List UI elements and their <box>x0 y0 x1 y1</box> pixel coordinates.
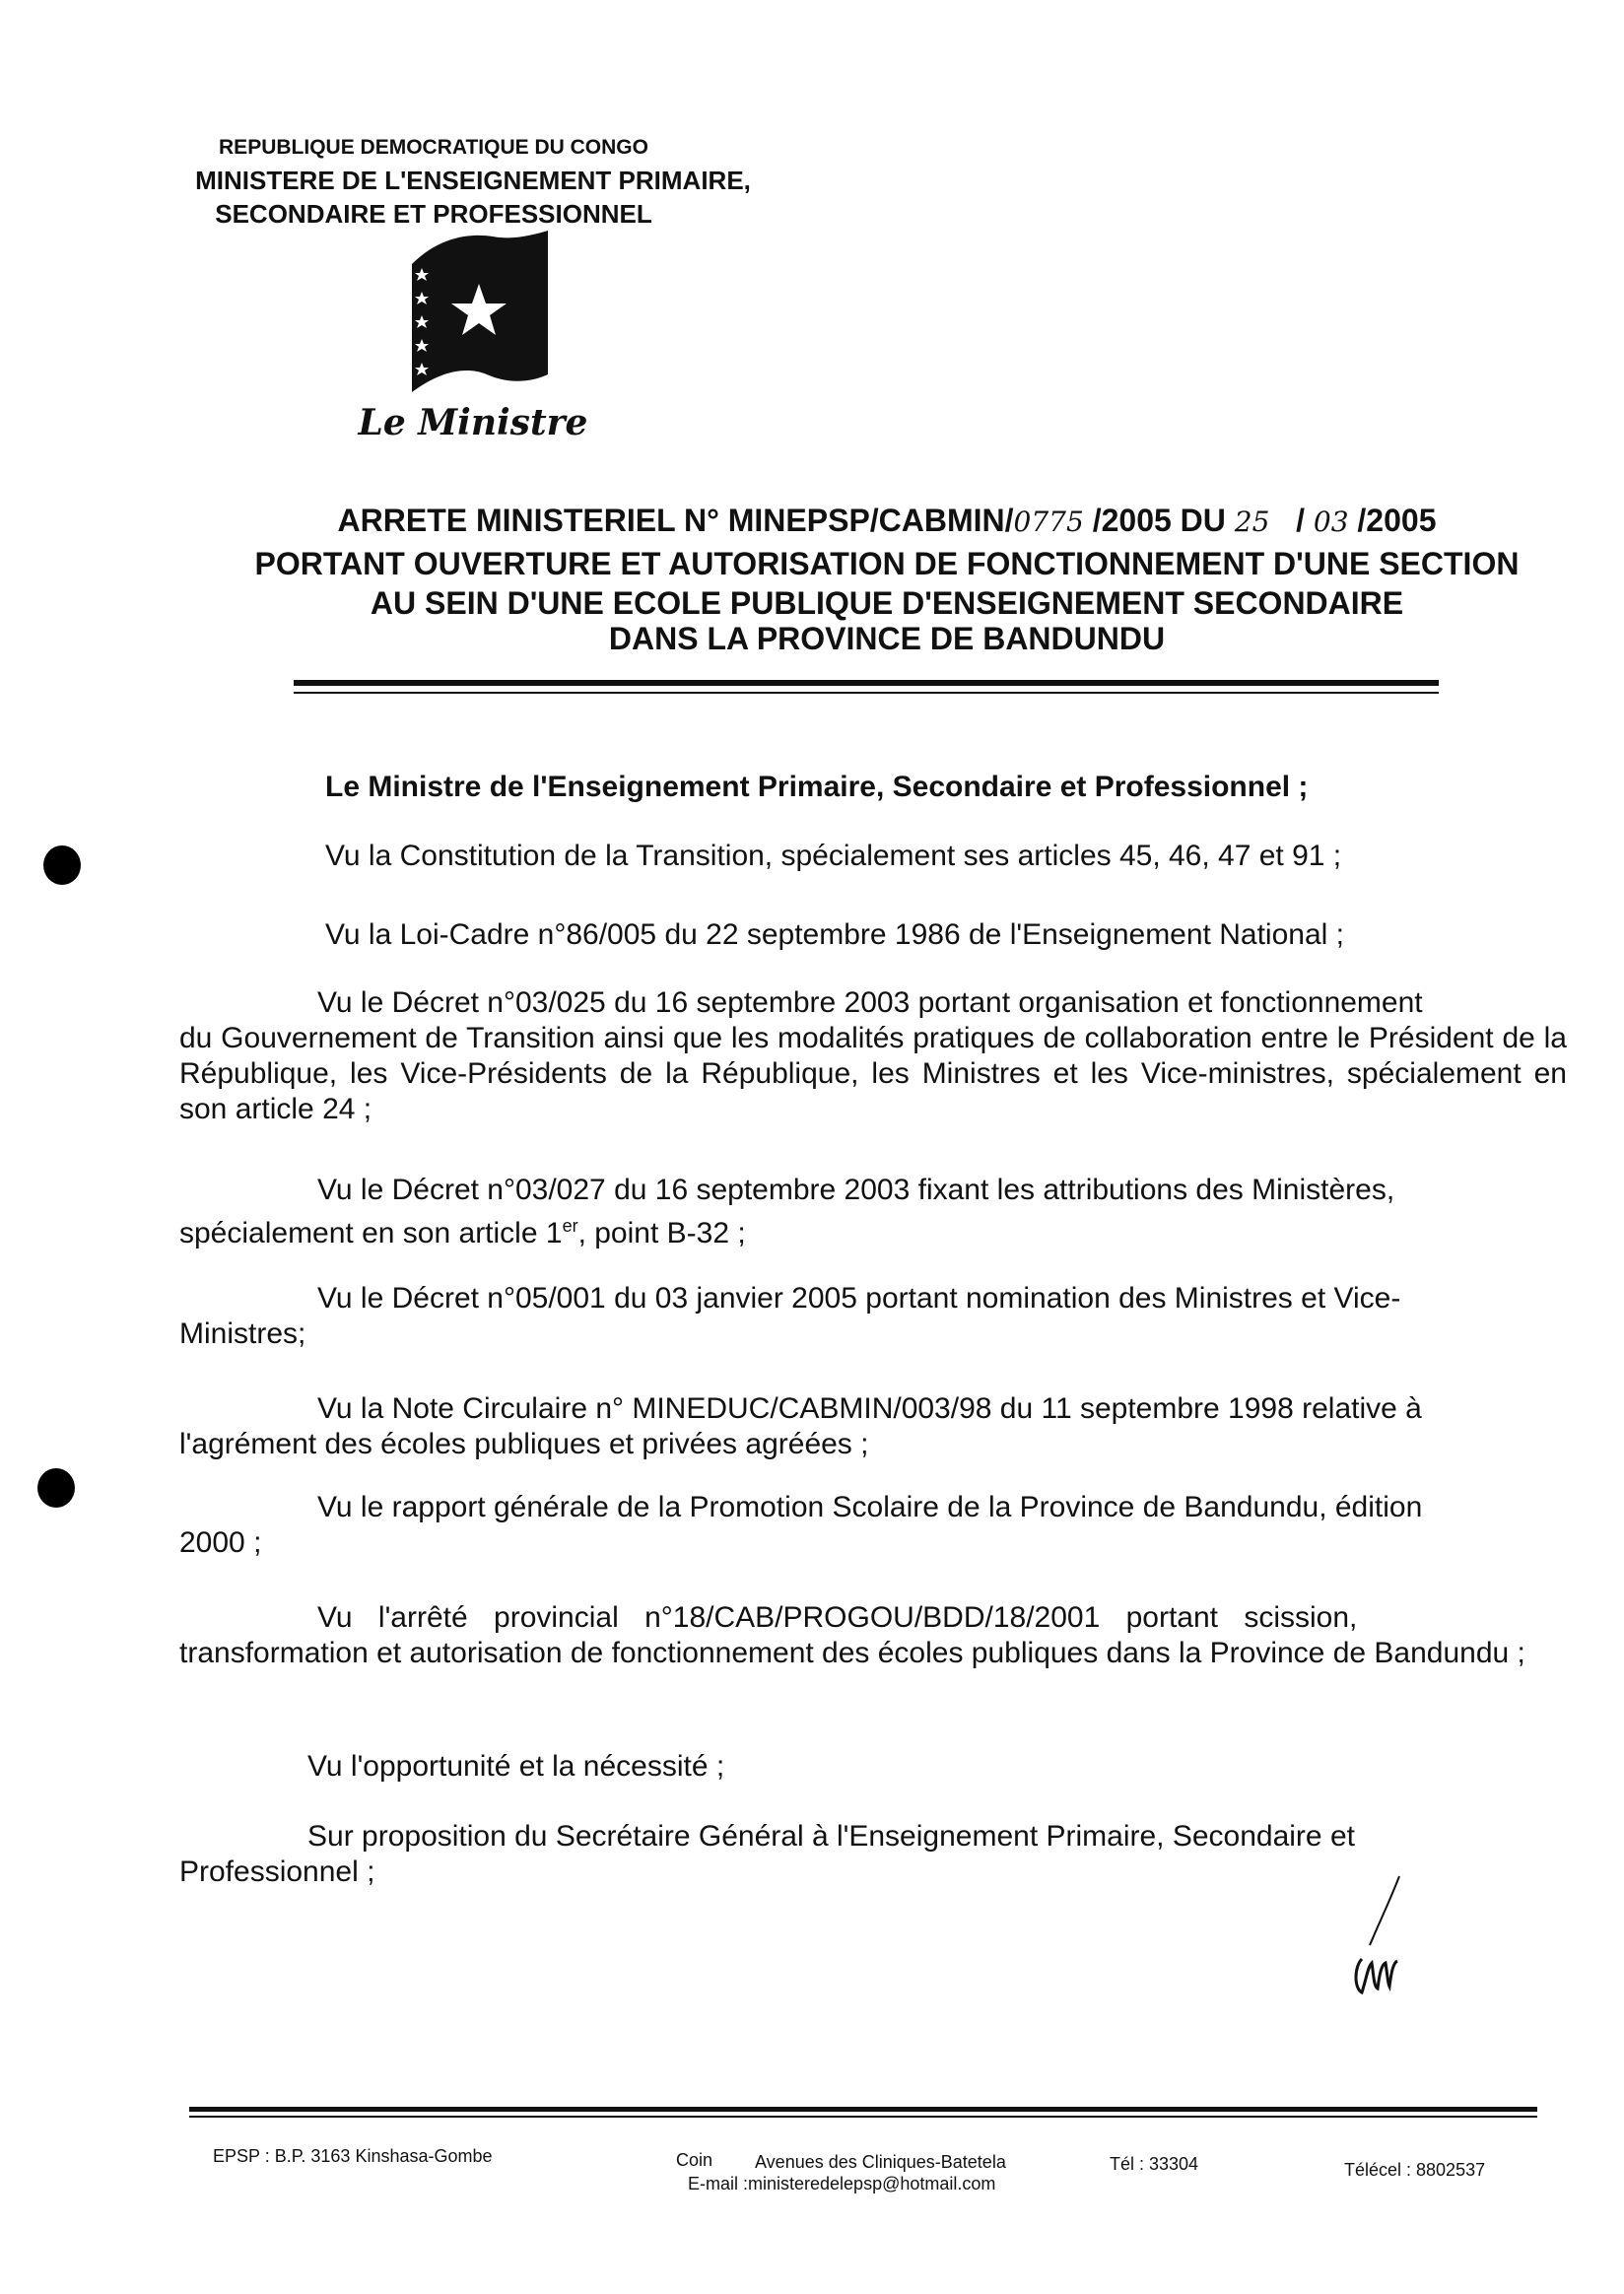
recital-opportunite: Vu l'opportunité et la nécessité ; <box>307 1750 725 1783</box>
footer-tel: Tél : 33304 <box>1110 2154 1199 2174</box>
recital-note-circulaire <box>179 1391 1567 1462</box>
decree-year: /2005 <box>1357 503 1437 538</box>
title-divider-thin <box>294 692 1439 694</box>
recital-continuation: Professionnel ; <box>179 1855 375 1888</box>
decree-number-prefix: ARRETE MINISTERIEL N° MINEPSP/CABMIN/ <box>337 503 1014 538</box>
recital-continuation: Ministres; <box>179 1317 306 1350</box>
recital-first-line: Vu l'arrêté provincial n°18/CAB/PROGOU/BDD/18/2001 portant scission, <box>317 1601 1358 1634</box>
handwritten-decree-number: 0775 <box>1013 506 1084 538</box>
ministry-name-line2: SECONDAIRE ET PROFESSIONNEL <box>215 199 652 229</box>
ordinal-superscript: er <box>562 1216 578 1236</box>
recital-continuation: transformation et autorisation de fonctionnement des écoles publiques dans la Province de Bandundu ; <box>179 1637 1525 1669</box>
date-separator: / <box>1296 503 1305 538</box>
handwritten-month: 03 <box>1313 506 1349 538</box>
recital-decret-05-001 <box>179 1281 1567 1352</box>
recital-first-line: Vu le Décret n°03/025 du 16 septembre 2003 portant organisation et fonctionnement <box>317 986 1423 1019</box>
decree-title-line1 <box>197 503 1577 539</box>
recital-continuation: l'agrément des écoles publiques et privées agréées ; <box>179 1428 869 1460</box>
recital-first-line: Vu la Note Circulaire n° MINEDUC/CABMIN/003/98 du 11 septembre 1998 relative à <box>317 1392 1422 1425</box>
recital-continuation: spécialement en son article 1 <box>179 1217 563 1249</box>
recital-constitution: Vu la Constitution de la Transition, spécialement ses articles 45, 46, 47 et 91 ; <box>325 840 1342 872</box>
recital-decret-03-025 <box>179 985 1567 1127</box>
footer-avenues: Avenues des Cliniques-Batetela <box>755 2152 1006 2172</box>
footer-coin: Coin <box>676 2150 713 2170</box>
country-name: REPUBLIQUE DEMOCRATIQUE DU CONGO <box>219 136 648 159</box>
footer-address: EPSP : B.P. 3163 Kinshasa-Gombe <box>213 2146 493 2166</box>
handwritten-initials <box>1340 1872 1429 2010</box>
decree-year-du: /2005 DU <box>1092 503 1226 538</box>
recital-continuation: 2000 ; <box>179 1526 262 1559</box>
recital-arrete-provincial <box>179 1600 1567 1671</box>
footer-telecel: Télécel : 8802537 <box>1344 2160 1486 2180</box>
footer-divider <box>189 2107 1537 2112</box>
recital-continuation: du Gouvernement de Transition ainsi que les modalités pratiques de collaboration entre le Président de la République, les Vice-Présidents de la République, les Ministres et les Vice-ministres, spécialement en son article 24 ; <box>179 1022 1567 1125</box>
footer-divider-thin <box>189 2116 1537 2118</box>
recital-rapport <box>179 1490 1567 1561</box>
preamble-intro: Le Ministre de l'Enseignement Primaire, Secondaire et Professionnel ; <box>325 771 1309 803</box>
recital-continuation-end: , point B-32 ; <box>577 1217 746 1249</box>
recital-loi-cadre: Vu la Loi-Cadre n°86/005 du 22 septembre 1986 de l'Enseignement National ; <box>325 918 1344 951</box>
recital-first-line: Vu le Décret n°05/001 du 03 janvier 2005 portant nomination des Ministres et Vice- <box>317 1282 1401 1315</box>
handwritten-day: 25 <box>1234 506 1270 538</box>
recital-first-line: Vu le rapport générale de la Promotion Scolaire de la Province de Bandundu, édition <box>317 1491 1423 1523</box>
title-divider <box>294 680 1439 686</box>
ministry-name-line1: MINISTERE DE L'ENSEIGNEMENT PRIMAIRE, <box>195 166 751 195</box>
decree-title-line4: DANS LA PROVINCE DE BANDUNDU <box>608 621 1166 656</box>
recital-first-line: Sur proposition du Secrétaire Général à l'Enseignement Primaire, Secondaire et <box>307 1820 1355 1853</box>
decree-title-line3: AU SEIN D'UNE ECOLE PUBLIQUE D'ENSEIGNEMENT SECONDAIRE <box>370 585 1404 621</box>
recital-decret-03-027 <box>179 1173 1567 1251</box>
recital-first-line: Vu le Décret n°03/027 du 16 septembre 2003 fixant les attributions des Ministères, <box>317 1174 1395 1206</box>
punch-hole-bottom <box>37 1468 75 1508</box>
national-flag-emblem <box>398 227 556 404</box>
punch-hole-top <box>43 845 81 885</box>
signatory-title: Le Ministre <box>358 402 588 443</box>
decree-title-line2: PORTANT OUVERTURE ET AUTORISATION DE FONCTIONNEMENT D'UNE SECTION <box>254 546 1520 581</box>
footer-email: E-mail :ministeredelepsp@hotmail.com <box>688 2174 996 2193</box>
